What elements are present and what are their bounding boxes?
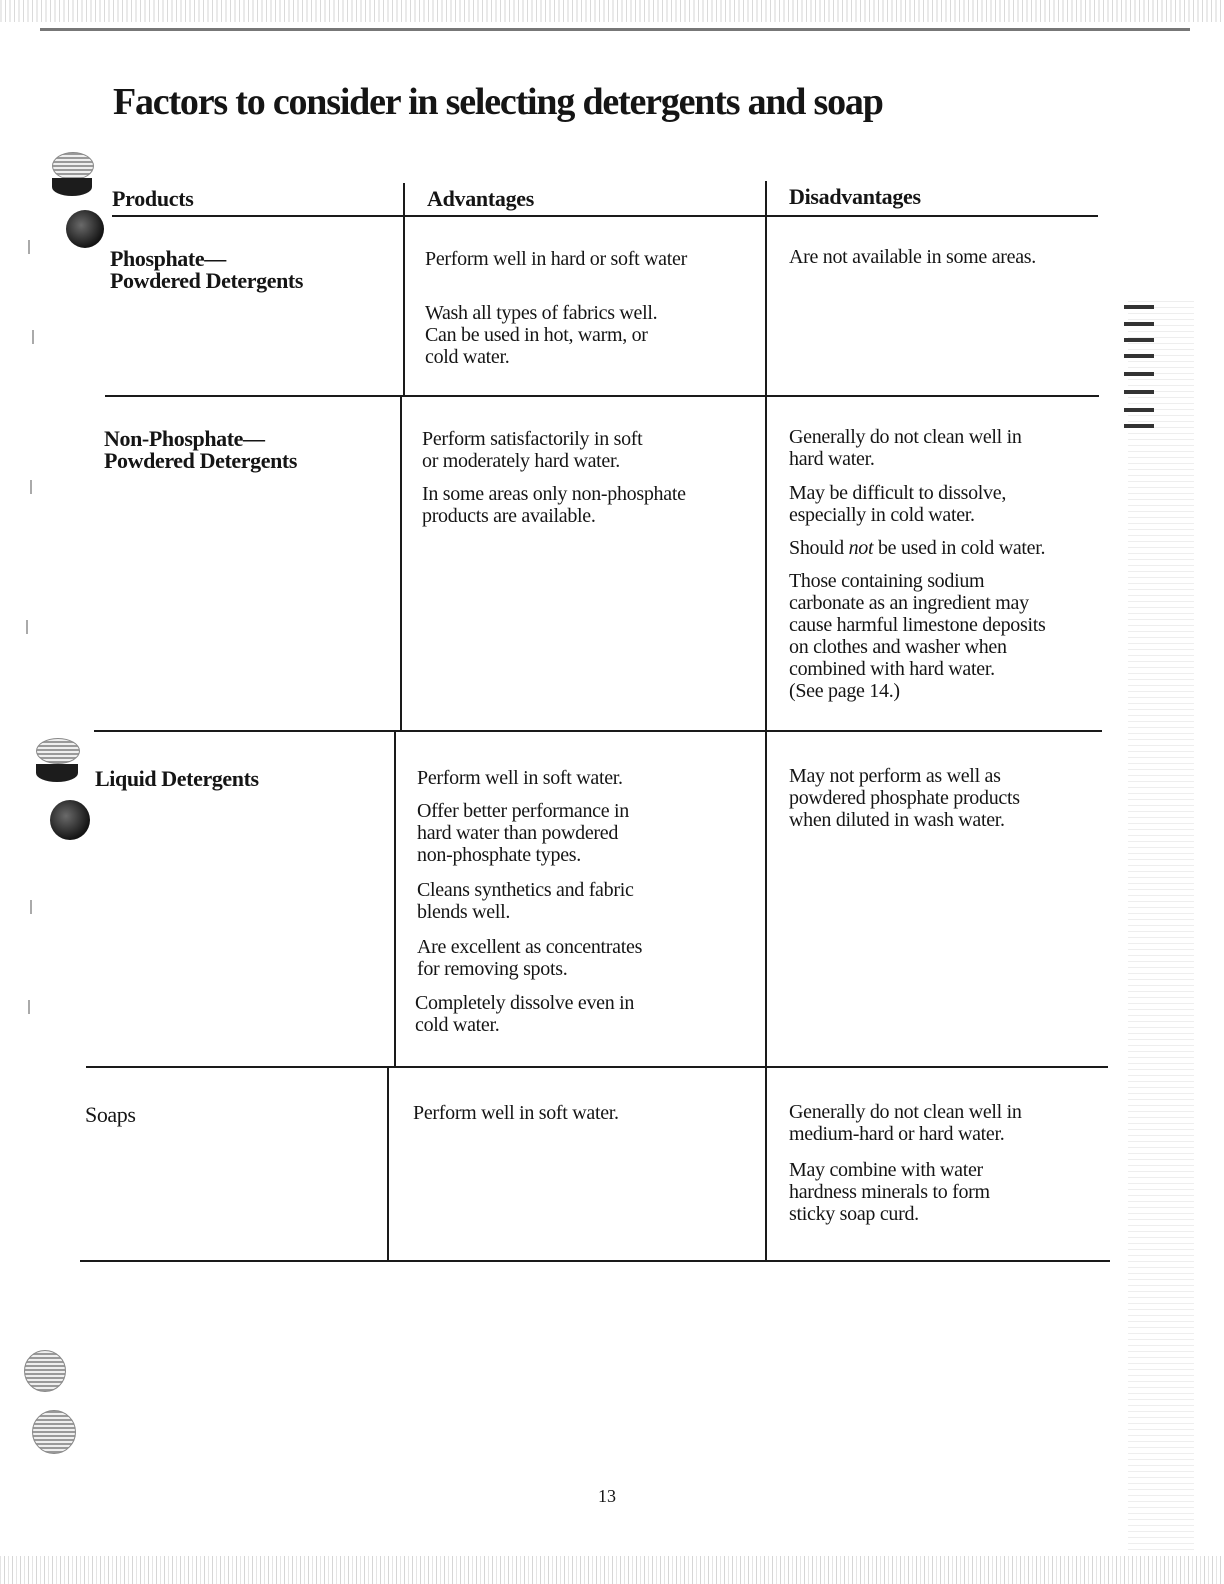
- advantage-item: Perform satisfactorily in soft or moderately hard water.: [422, 428, 643, 472]
- advantage-item: Completely dissolve even in cold water.: [415, 992, 635, 1036]
- advantage-item: In some areas only non-phosphate products are available.: [422, 483, 686, 527]
- punch-hole: [24, 1350, 66, 1392]
- advantage-item: Wash all types of fabrics well. Can be used in hot, warm, or cold water.: [425, 302, 658, 368]
- punch-hole: [50, 800, 90, 840]
- scan-noise-right: [1128, 300, 1194, 1550]
- table-bottom-rule: [80, 1260, 1110, 1262]
- header-advantages: Advantages: [427, 186, 535, 211]
- punch-hole: [36, 764, 78, 782]
- product-phosphate: Phosphate— Powdered Detergents: [110, 246, 303, 293]
- column-divider: [387, 1067, 389, 1261]
- row-divider: [86, 1066, 1108, 1068]
- header-disadvantages: Disadvantages: [789, 184, 921, 209]
- scan-mark: [1124, 354, 1154, 358]
- advantage-item: Perform well in soft water.: [413, 1102, 619, 1124]
- scan-mark: [30, 900, 32, 914]
- scan-mark: [1124, 390, 1154, 394]
- scan-mark: [1124, 408, 1154, 412]
- scan-mark: [28, 1000, 30, 1014]
- scan-mark: [1124, 338, 1154, 342]
- scan-mark: [1124, 372, 1154, 376]
- header-rule: [112, 215, 1098, 217]
- scan-mark: [26, 620, 28, 634]
- column-divider: [765, 181, 767, 1261]
- emphasis-not: not: [848, 537, 874, 559]
- disadvantage-item: Are not available in some areas.: [789, 246, 1036, 268]
- header-products: Products: [112, 186, 194, 211]
- advantage-item: Perform well in soft water.: [417, 767, 623, 789]
- advantage-item: Are excellent as concentrates for removing spots.: [417, 936, 643, 980]
- advantage-item: Perform well in hard or soft water: [425, 248, 687, 270]
- punch-hole: [36, 738, 80, 764]
- product-non-phosphate: Non-Phosphate— Powdered Detergents: [104, 426, 297, 473]
- page-title: Factors to consider in selecting detergents and soap: [113, 81, 883, 123]
- disadvantage-item: Those containing sodium carbonate as an ingredient may cause harmful limestone deposits on clothes and washer when combined with hard water. (See page 14.): [789, 570, 1046, 702]
- punch-hole: [52, 152, 94, 180]
- disadvantage-item: May be difficult to dissolve, especially in cold water.: [789, 482, 1007, 526]
- scan-noise-bottom: [0, 1556, 1224, 1584]
- scan-mark: [28, 240, 30, 254]
- column-divider: [400, 396, 402, 732]
- row-divider: [105, 395, 1099, 397]
- punch-hole: [52, 178, 92, 196]
- product-soaps: Soaps: [85, 1102, 136, 1127]
- disadvantage-item: Should not be used in cold water.: [789, 537, 1046, 559]
- scan-mark: [30, 480, 32, 494]
- scan-mark: [1124, 305, 1154, 309]
- scan-edge-top: [40, 28, 1190, 31]
- scan-mark: [32, 330, 34, 344]
- row-divider: [94, 730, 1102, 732]
- column-divider: [403, 183, 405, 397]
- page-number: 13: [598, 1486, 616, 1506]
- column-divider: [394, 731, 396, 1068]
- scan-mark: [1124, 322, 1154, 326]
- product-liquid-detergents: Liquid Detergents: [95, 766, 259, 791]
- punch-hole: [66, 210, 104, 248]
- advantage-item: Cleans synthetics and fabric blends well.: [417, 879, 634, 923]
- disadvantage-item: Generally do not clean well in hard water.: [789, 426, 1022, 470]
- advantage-item: Offer better performance in hard water than powdered non-phosphate types.: [417, 800, 629, 866]
- disadvantage-item: May combine with water hardness minerals to form sticky soap curd.: [789, 1159, 990, 1225]
- scan-mark: [1124, 424, 1154, 428]
- disadvantage-item: May not perform as well as powdered phosphate products when diluted in wash water.: [789, 765, 1020, 831]
- punch-hole: [32, 1410, 76, 1454]
- scan-noise-top: [0, 0, 1224, 22]
- disadvantage-item: Generally do not clean well in medium-hard or hard water.: [789, 1101, 1022, 1145]
